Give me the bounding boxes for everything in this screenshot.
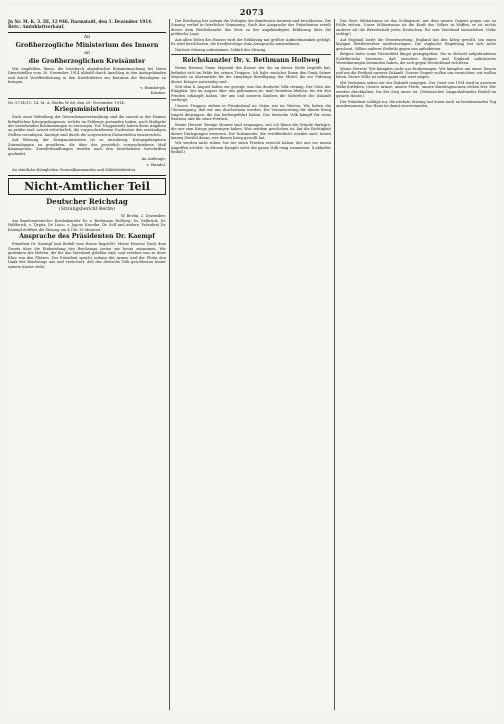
section-heading: Nicht-Amtlicher Teil [8,178,166,195]
column-3 [336,19,496,710]
and-label: an [84,50,90,56]
ministry-heading: Großherzogliche Ministerium des Innern [15,41,159,49]
paragraph: Meine Herren! Seine Majestät der Kaiser, der Sie an dieser Stelle begrüßt hat, befindet sich im Felde bei seinen Truppen. Ich habe zunächst Ihnen den Dank Seiner Majestät zu übermitteln für die einmütige Bewilligung der Mittel, die zur Führung dieses Krieges notwendig sind. [171,66,331,84]
divider [8,32,166,33]
paragraph: Auf England lastet die Verantwortung. England hat den Krieg gewollt, um einen lästigen Wettbewerber niederzuringen. Die englische Regierung hat sich nicht gescheut, Völker anderer Erdteile gegen uns aufzubieten. [336,37,496,51]
column-2 [171,19,331,710]
signature: Im Auftrage: [141,156,166,162]
paragraph: Wir empfehlen Ihnen, die hierdurch abgedruckte Bekanntmachung bei Ihren Dienststellen vom 30. November 1914 alsbald durch Anschlag in den Amtsgebäuden und durch Veröffentlichung in den Kreisblättern zur Kenntnis der Beteiligten zu bringen. [8,66,166,85]
divider [171,54,331,55]
paragraph: Auf Weisung der Kriegsministerien ist es unzulässig, Kriegsgefangenen Zuwendungen zu gewähren, die über das gesetzlich vorgeschriebene Maß hinausgehen. Zuwiderhandlungen werden nach den bestehenden Vorschriften geahndet. [8,138,166,156]
paragraph: Meine Herren! Wenige Monate sind vergangen, seit ich Ihnen die Gründe darlegte, die uns zum Kriege gezwungen haben. Was seitdem geschehen ist, hat die Richtigkeit dieser Darlegungen erwiesen. Die Dokumente, die veröffentlicht worden sind, lassen keinen Zweifel daran, wer diesen Krieg gewollt hat. [171,122,331,140]
ansprache-heading: Ansprache des Präsidenten Dr. Kaempf [19,233,155,241]
kreisaemter-heading: die Großherzoglichen Kreisämter [28,57,146,65]
subject-line: Betr.: Amtsblattverkauf. [8,24,65,30]
paragraph: Präsident Dr. Kaempf (mit Beifall vom Hause begrüßt): Meine Herren! Nach dem Gesetz über die Einberufung des Reichstags treten wir heute zusammen. Wir gedenken der Helden, die für das Vaterland gefallen sind, und erheben uns zu ihrer Ehre von den Plätzen. Der Präsident spricht sodann der Armee und der Flotte den Dank des Reichstags aus und versichert, daß das deutsche Volk geschlossen hinter seinem Kaiser steht. [8,242,166,269]
sitzung-subtitle: (Sitzungsbericht Berlin) [58,206,116,212]
dateline: W. Berlin, 2. Dezember. [120,212,166,218]
signature: v. Wandel. [146,161,166,167]
paragraph: Aus allen Teilen des Hauses wird der Erklärung mit größter Aufmerksamkeit gefolgt. Es wird beschlossen, die Kreditvorlage ohne Aussprache anzunehmen. [171,37,331,47]
paragraph: Nächste Sitzung unbestimmt. Schluß der Sitzung. [175,47,267,52]
speech-heading: Reichskanzler Dr. v. Bethmann Hollweg [182,57,320,65]
newspaper-page [8,7,496,710]
reference-line: Jn Nr. M. K. 3. III. 12 946. Darmstadt, den 1. Dezember 1914. [8,19,153,24]
paragraph: Der Reichstag hat sodann die Vorlagen des Bundesrats beraten und beschlossen. Die Sitzung verlief in feierlicher Stimmung. Nach der Ansprache des Präsidenten erteilt dieser dem Reichskanzler das Wort zu der angekündigten Erklärung über die politische Lage. [171,19,331,37]
page-number: 2073 [239,7,265,17]
paragraph: Am Bundesratstische: Reichskanzler Dr. v. Bethmann Hollweg, Dr. Delbrück, Dr. Helfferich, v. Tirpitz, Dr. Lisco, v. Jagow, Kraetke, Dr. Solf und andere. Präsident Dr. Kaempf eröffnet die Sitzung um 4 Uhr 15 Minuten. [8,218,166,232]
divider [8,98,166,99]
paragraph: Unsere Truppen stehen in Feindesland im Osten wie im Westen. Wir haben die Überzeugung, daß wir uns durchsetzen werden. Die Verantwortung für diesen Krieg tragen diejenigen, die ihn herbeigeführt haben. Das deutsche Volk kämpft für seine Existenz und für seine Freiheit. [171,103,331,122]
column-rule [334,19,335,710]
paragraph: Das Wort Militarismus ist das Schlagwort, mit dem unsere Gegner gegen uns zu Felde ziehen. Unser Militarismus ist die Kraft des Volkes in Waffen, er ist nichts anderes als die Bereitschaft jedes Deutschen, für sein Vaterland einzustehen. (Sehr richtig!) [336,19,496,37]
signature: v. Hombergk. [140,84,166,90]
divider [8,175,166,176]
signature: Krämer. [150,90,166,96]
column-rule [169,19,170,710]
paragraph: Nach einer Mitteilung der Generalstaatsverwaltung sind die zurzeit in der Heimat befindlichen Kriegsgefangenen, welche im Feldzuge gestanden haben, nach Maßgabe der bestehenden Bestimmungen zu versorgen. Die Truppenteile haben diese Angaben zu prüfen und, soweit erforderlich, die vorgeschriebenen Nachweise den zuständigen Stellen vorzulegen. Anträge sind durch die vorgesetzten Dienststellen einzureichen. [8,115,166,137]
footer-note: An sämtliche Königlichen Generalkommandos und Militärbehörden. [12,168,137,173]
paragraph: Seit dem 4. August haben wir gezeigt, was das deutsche Volk vermag. Der Geist der Einigkeit, der im August über uns gekommen ist, muß bestehen bleiben, bis wir den Frieden erkämpft haben, der uns und unseren Kindern die Sicherheit der Zukunft verbürgt. [171,84,331,103]
paragraph: Der Präsident schlägt vor, die nächste Sitzung auf einen noch zu bestimmenden Tag anzuberaumen. Das Haus ist damit einverstanden. [336,99,496,109]
paragraph: Mit Vertrauen sehen wir der Zukunft entgegen. Der Geist von 1914 wird in unserem Volke fortleben. Unsere Armee, unsere Flotte, unsere Bundesgenossen stehen fest. Wir werden durchhalten, bis der Sieg unser ist. (Stürmischer, langanhaltender Beifall im ganzen Hause.) [336,80,496,99]
reichstag-heading: Deutscher Reichstag [46,196,128,206]
paragraph: Wir werden nicht ruhen, bis wir einen Frieden erreicht haben, der uns vor neuen Angriffen schützt. In diesem Kampfe steht das ganze Volk einig zusammen. (Lebhafter Beifall.) [171,141,331,155]
dateline: Nr. 2714/15. 14. M. A. Berlin W 66, den 29. November 1914. [8,99,126,105]
to-label: An [83,34,91,40]
kriegsministerium-heading: Kriegsministerium [54,106,120,114]
column-1 [8,19,166,710]
paragraph: Belgien hatte seine Neutralität längst preisgegeben. Die in Brüssel aufgefundenen Schriftstücke beweisen, daß zwischen Belgien und England militärische Vereinbarungen bestanden haben, die sich gegen Deutschland richteten. [336,52,496,66]
paragraph: Meine Herren! Wir kämpfen nicht um Eroberungen. Wir kämpfen um unser Dasein und um die Freiheit unserer Zukunft. Unsere Gegner wollen uns vernichten; wir wollen leben. Dieser Wille ist unbeugsam und wird siegen. [336,66,496,80]
